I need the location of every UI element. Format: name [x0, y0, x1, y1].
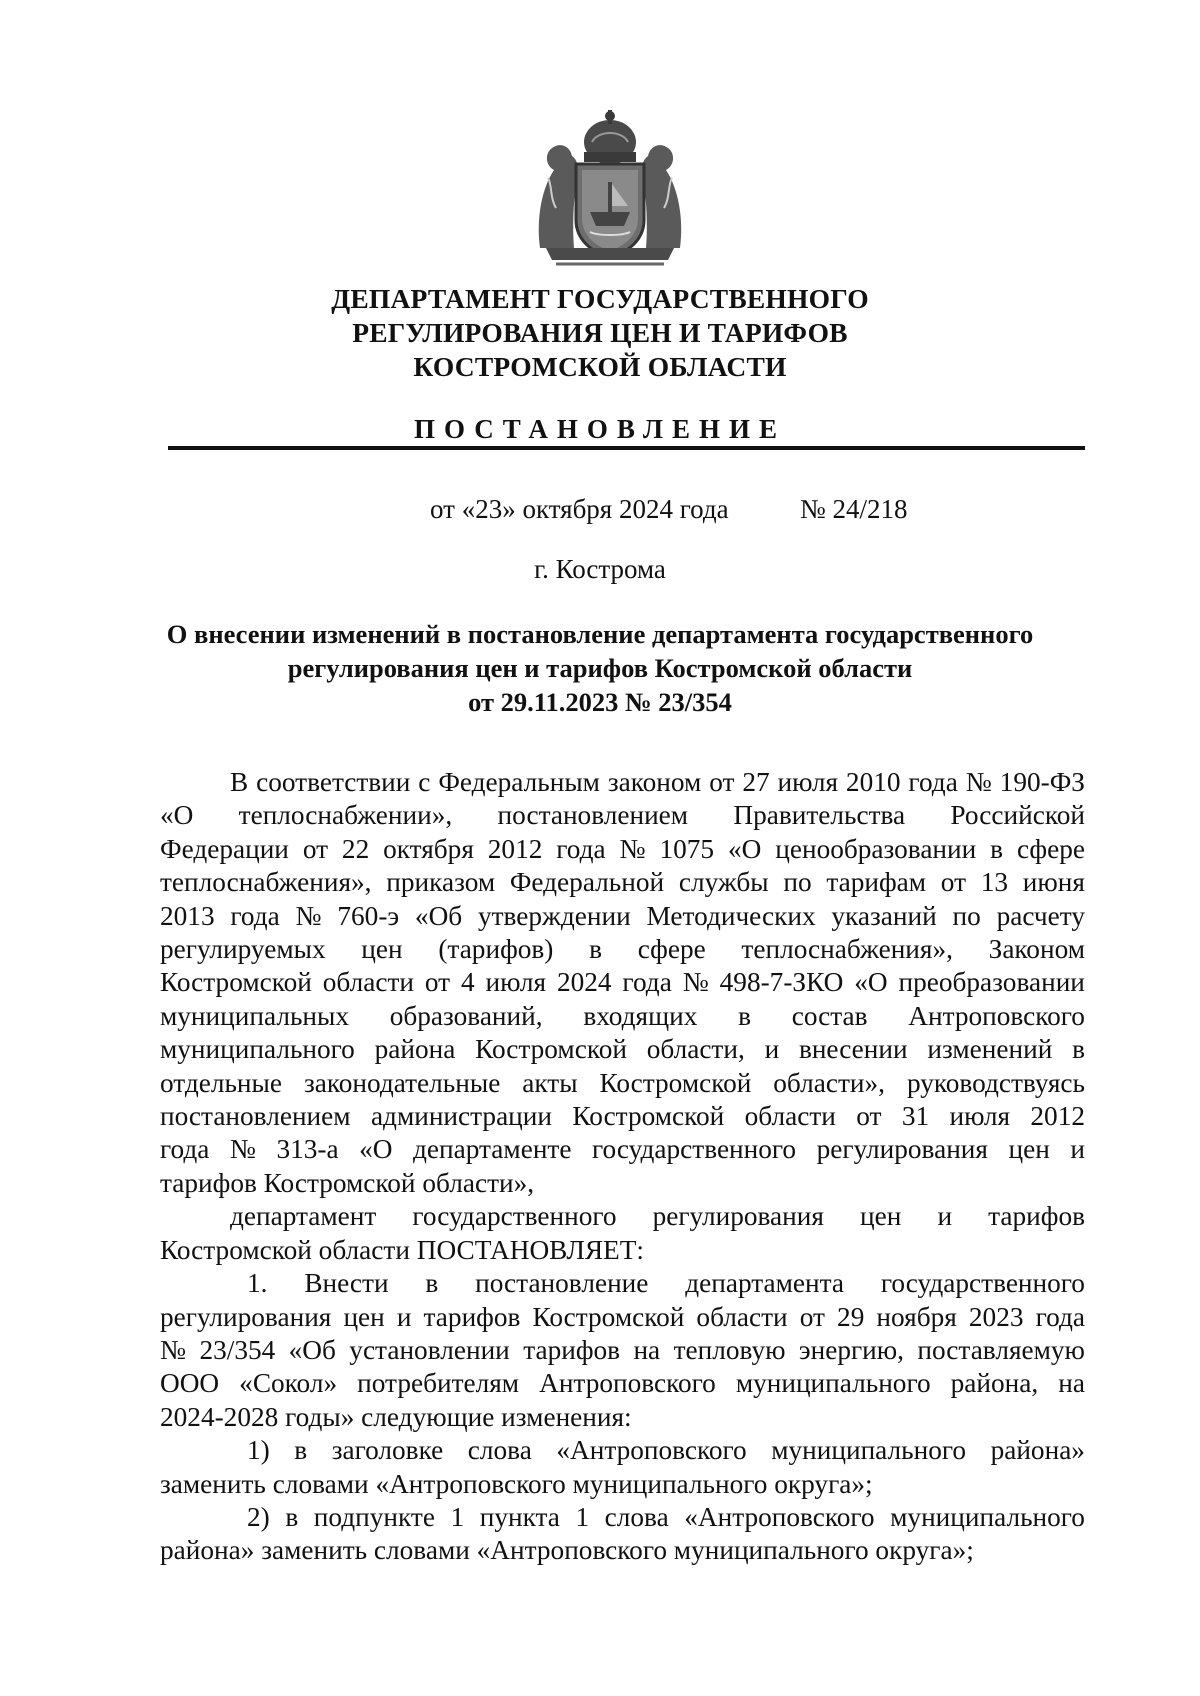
department-line-1: ДЕПАРТАМЕНТ ГОСУДАРСТВЕННОГО — [331, 283, 869, 314]
department-line-3: КОСТРОМСКОЙ ОБЛАСТИ — [413, 351, 787, 382]
body-line: года № 313-а «О департаменте государственного регулирования цен и — [160, 1134, 1085, 1165]
body-line: муниципальных образований, входящих в состав Антроповского — [160, 1000, 1085, 1031]
body-line: регулируемых цен (тарифов) в сфере теплоснабжения», Законом — [160, 934, 1085, 965]
body-line: Костромской области ПОСТАНОВЛЯЕТ: — [160, 1234, 644, 1265]
document-subject — [120, 617, 1080, 719]
body-line: ООО «Сокол» потребителям Антроповского муниципального района, на — [160, 1368, 1085, 1399]
document-type-title: ПОСТАНОВЛЕНИЕ — [413, 414, 787, 444]
body-line: 1. Внести в постановление департамента государственного — [247, 1268, 1085, 1299]
subject-line-2: регулирования цен и тарифов Костромской области — [287, 653, 913, 683]
body-line: № 23/354 «Об установлении тарифов на тепловую энергию, поставляемую — [160, 1334, 1085, 1365]
body-line: «О теплоснабжении», постановлением Правительства Российской — [160, 800, 1085, 831]
body-line: теплоснабжения», приказом Федеральной службы по тарифам от 13 июня — [160, 867, 1085, 898]
subject-line-3: от 29.11.2023 № 23/354 — [468, 687, 732, 717]
document-body — [160, 766, 1085, 1568]
document-city: г. Кострома — [534, 554, 666, 584]
body-line: 2013 года № 760-э «Об утверждении Методических указаний по расчету — [160, 900, 1085, 931]
document-date: от «23» октября 2024 года — [430, 494, 729, 524]
body-line: В соответствии с Федеральным законом от 27 июля 2010 года № 190-ФЗ — [230, 767, 1085, 797]
department-line-2: РЕГУЛИРОВАНИЯ ЦЕН И ТАРИФОВ — [352, 317, 848, 348]
body-line: департамент государственного регулирования цен и тарифов — [230, 1201, 1085, 1232]
body-line: тарифов Костромской области», — [160, 1167, 535, 1198]
body-line: Федерации от 22 октября 2012 года № 1075 «О ценообразовании в сфере — [160, 833, 1085, 864]
body-line: муниципального района Костромской области, и внесении изменений в — [160, 1034, 1085, 1065]
document-number: № 24/218 — [800, 494, 908, 524]
header-divider — [168, 446, 1085, 450]
coat-of-arms-emblem — [532, 108, 688, 268]
body-line: 1) в заголовке слова «Антроповского муниципального района» — [247, 1435, 1085, 1466]
body-line: 2) в подпункте 1 пункта 1 слова «Антроповского муниципального — [247, 1501, 1085, 1532]
body-line: постановлением администрации Костромской области от 31 июля 2012 — [160, 1101, 1085, 1132]
subject-line-1: О внесении изменений в постановление департамента государственного — [166, 619, 1034, 649]
body-line: 2024-2028 годы» следующие изменения: — [160, 1401, 632, 1432]
body-line: Костромской области от 4 июля 2024 года № 498-7-ЗКО «О преобразовании — [160, 967, 1085, 998]
body-line: заменить словами «Антроповского муниципального округа»; — [160, 1468, 873, 1499]
body-line: района» заменить словами «Антроповского муниципального округа»; — [160, 1535, 974, 1566]
body-line: отдельные законодательные акты Костромской области», руководствуясь — [160, 1067, 1085, 1098]
body-line: регулирования цен и тарифов Костромской области от 29 ноября 2023 года — [160, 1301, 1085, 1332]
department-name — [180, 282, 1020, 384]
